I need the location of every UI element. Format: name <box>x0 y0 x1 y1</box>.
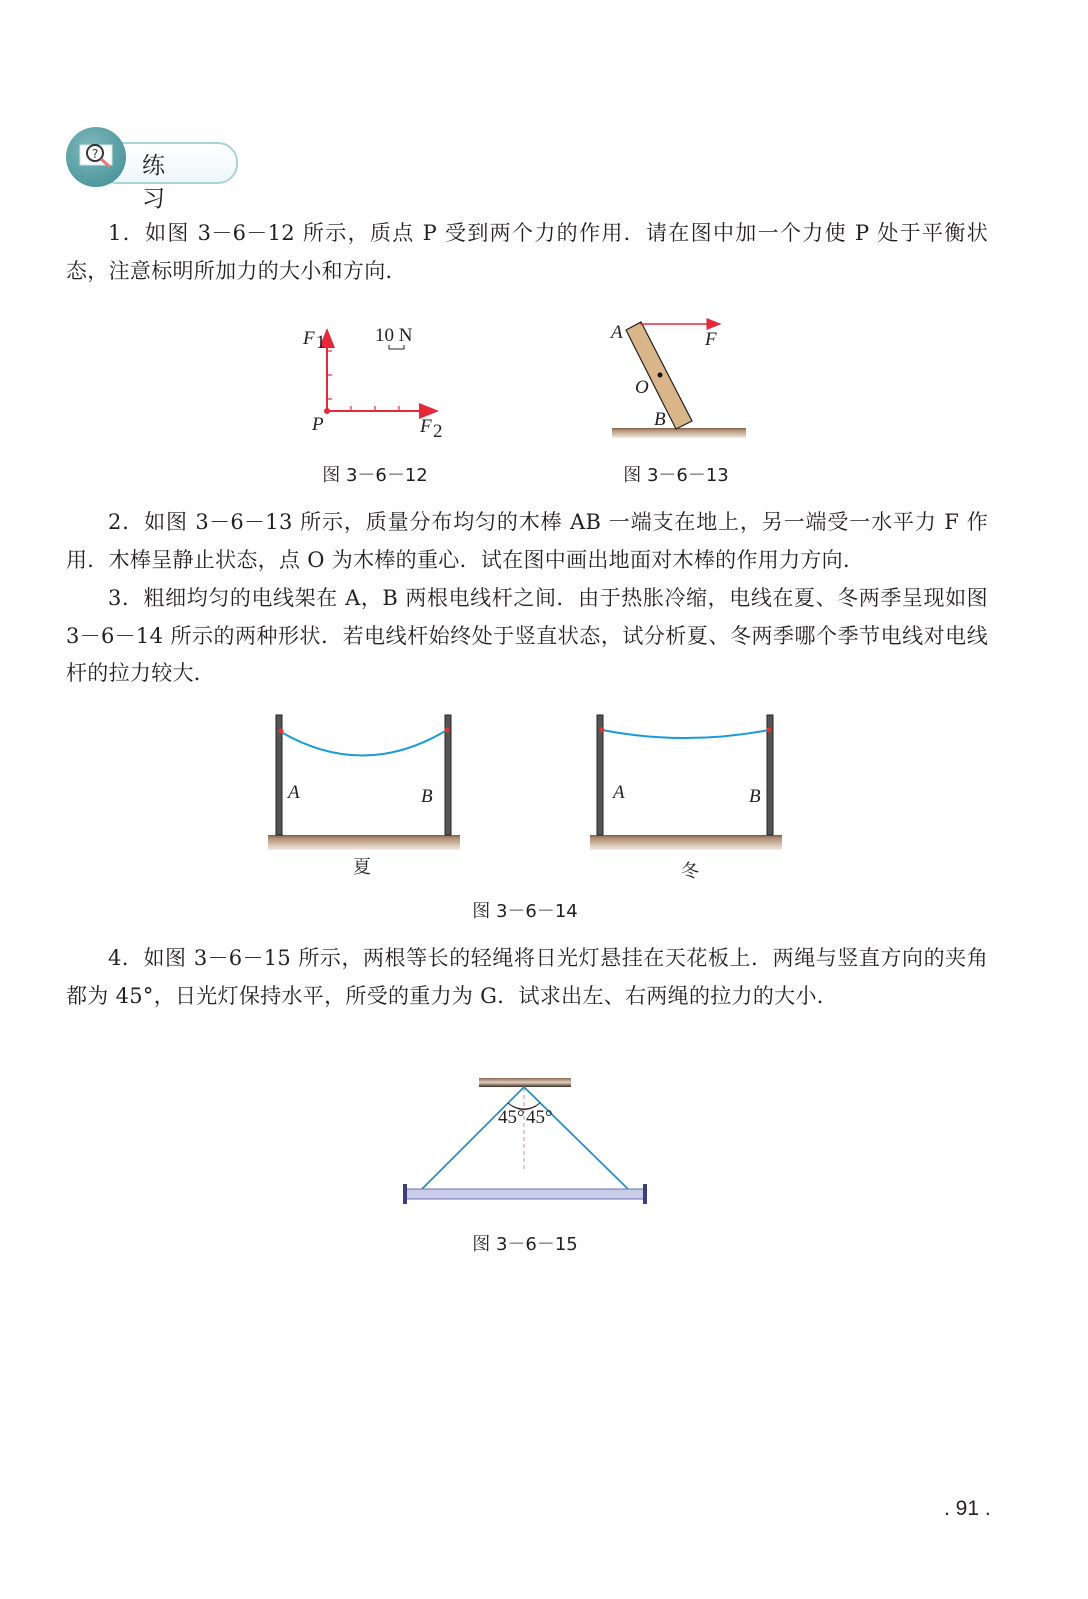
point-p <box>324 408 330 414</box>
ceiling <box>479 1078 571 1087</box>
wire-summer <box>281 730 447 756</box>
figure-3-6-13 <box>609 322 746 438</box>
pole-b <box>445 715 451 835</box>
caption-3-6-14: 图 3－6－14 <box>472 901 578 922</box>
label-f2: F <box>420 416 432 437</box>
label-winter: 冬 <box>681 861 699 882</box>
right-rope <box>524 1087 629 1190</box>
angle-right-label: 45° <box>526 1107 553 1128</box>
label-summer: 夏 <box>353 857 371 878</box>
label-b: B <box>654 409 666 430</box>
label-a: A <box>288 782 300 803</box>
fluorescent-lamp <box>406 1189 644 1199</box>
question-2: 2．如图 3－6－13 所示，质量分布均匀的木棒 AB 一端支在地上，另一端受一水平力 F 作用．木棒呈静止状态，点 O 为木棒的重心．试在图中画出地面对木棒的作用力方向． <box>66 510 988 572</box>
figure-3-6-12 <box>302 325 443 442</box>
caption-3-6-15: 图 3－6－15 <box>472 1234 578 1255</box>
ground <box>590 835 782 850</box>
wire-winter <box>602 730 769 738</box>
label-f: F <box>705 329 717 350</box>
figure-3-6-15 <box>403 1078 647 1204</box>
label-f1-sub: 1 <box>316 332 326 353</box>
label-f2-sub: 2 <box>433 421 443 442</box>
pole-a <box>597 715 603 835</box>
figure-3-6-14-winter <box>590 715 782 882</box>
figure-3-6-14-summer <box>268 715 460 878</box>
label-b: B <box>421 786 433 807</box>
scale-ticks <box>327 351 423 411</box>
center-of-gravity-dot <box>658 373 663 378</box>
left-rope <box>421 1087 524 1190</box>
page-number: . 91 . <box>944 1497 991 1520</box>
section-title: 练 习 <box>142 153 183 212</box>
label-a: A <box>613 782 625 803</box>
caption-3-6-13: 图 3－6－13 <box>623 465 729 486</box>
label-o: O <box>635 377 649 398</box>
pole-b <box>767 715 773 835</box>
angle-left-label: 45° <box>498 1107 525 1128</box>
scale-label: 10 N <box>375 325 413 346</box>
question-4: 4．如图 3－6－15 所示，两根等长的轻绳将日光灯悬挂在天花板上．两绳与竖直方向的夹角都为 45°，日光灯保持水平，所受的重力为 G．试求出左、右两绳的拉力的大小． <box>66 946 988 1008</box>
question-1: 1．如图 3－6－12 所示，质点 P 受到两个力的作用．请在图中加一个力使 P 处于平衡状态，注意标明所加力的大小和方向． <box>66 221 988 283</box>
svg-text:?: ? <box>92 147 99 161</box>
label-b: B <box>749 786 761 807</box>
label-f1: F <box>303 328 315 349</box>
ground <box>268 835 460 850</box>
label-p: P <box>312 414 324 435</box>
label-a: A <box>611 322 623 343</box>
question-3: 3．粗细均匀的电线架在 A，B 两根电线杆之间．由于热胀冷缩，电线在夏、冬两季呈现如图 3－6－14 所示的两种形状．若电线杆始终处于竖直状态，试分析夏、冬两季哪个季节电线对电线杆的拉力较大． <box>66 586 988 685</box>
ground <box>612 428 746 438</box>
caption-3-6-12: 图 3－6－12 <box>322 465 428 486</box>
